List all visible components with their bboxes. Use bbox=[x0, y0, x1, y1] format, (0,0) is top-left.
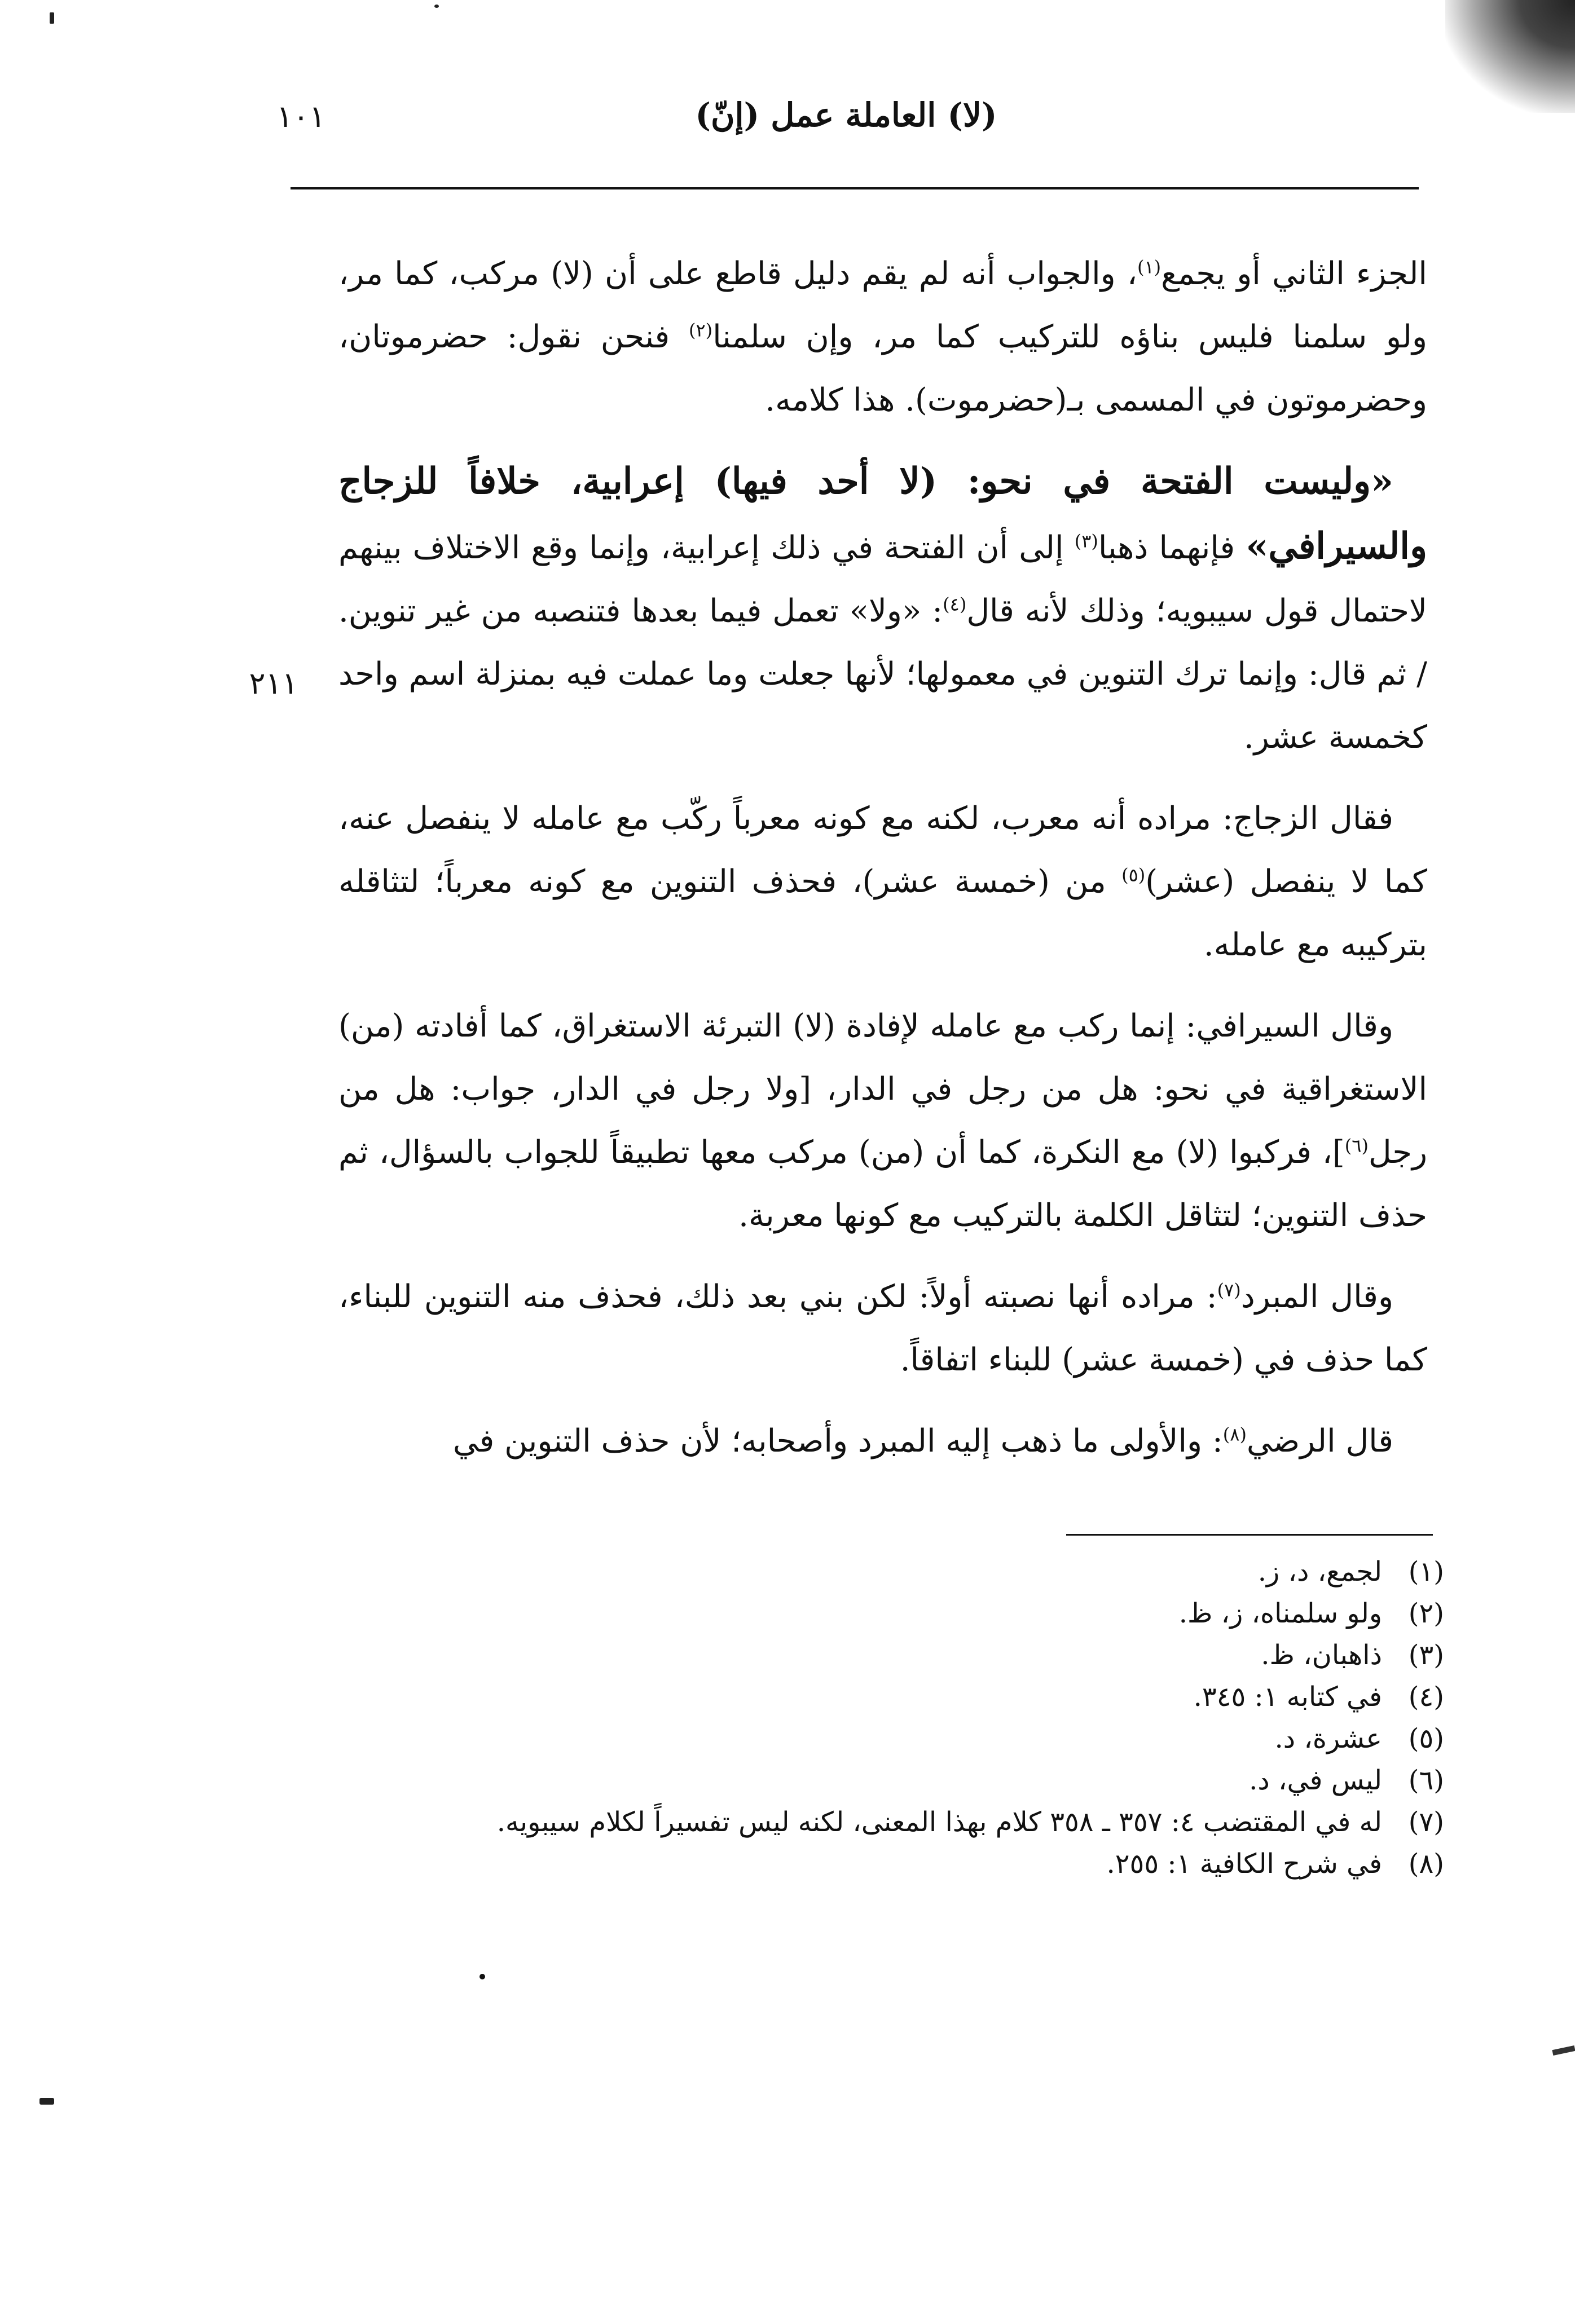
footnote-text: ليس في، د. bbox=[1249, 1765, 1382, 1796]
text-run: وقال المبرد bbox=[1240, 1278, 1393, 1315]
text-run: إلى أن الفتحة في ذلك إعرابية، وإنما وقع الاختلاف بينهم لاحتمال قول سيبويه؛ وذلك لأنه قال bbox=[338, 530, 1427, 629]
scan-edge-mark bbox=[1552, 2045, 1575, 2056]
footnote-number: (٢) bbox=[1408, 1598, 1444, 1629]
text-run: فإنهما ذهبا bbox=[1098, 530, 1235, 566]
footnote-text: ذاهبان، ظ. bbox=[1261, 1639, 1382, 1671]
body-text bbox=[338, 242, 1427, 1491]
footnote-number: (١) bbox=[1408, 1556, 1444, 1587]
footnote-ref: (٦) bbox=[1344, 1135, 1369, 1157]
text-run: قال الرضي bbox=[1246, 1423, 1393, 1459]
text-run: فنحن نقول: حضرموتان، وحضرموتون في المسمى بـ(حضرموت). هذا كلامه. bbox=[338, 319, 1427, 418]
scan-speck bbox=[434, 5, 439, 8]
paragraph bbox=[338, 787, 1427, 977]
text-run: من (خمسة عشر)، فحذف التنوين مع كونه معرباً؛ لتثاقله بتركيبه مع عامله. bbox=[338, 863, 1427, 963]
paragraph bbox=[338, 450, 1427, 769]
scan-speck bbox=[50, 12, 54, 24]
text-run: فقال الزجاج: مراده أنه معرب، لكنه مع كونه معرباً ركّب مع عامله لا ينفصل عنه، كما لا ينفصل (عشر) bbox=[338, 800, 1427, 900]
footnote-ref: (٧) bbox=[1217, 1279, 1241, 1301]
scan-speck bbox=[479, 1974, 485, 1979]
footnote-number: (٧) bbox=[1408, 1806, 1444, 1838]
paragraph bbox=[338, 1410, 1427, 1473]
text-run: : والأولى ما ذهب إليه المبرد وأصحابه؛ لأن حذف التنوين في bbox=[452, 1423, 1223, 1459]
matn-quote: «وليست الفتحة في نحو: (لا أحد فيها) إعرابية، خلافاً للزجاج والسيرافي» bbox=[338, 460, 1427, 567]
footnote-text: عشرة، د. bbox=[1274, 1723, 1382, 1754]
text-run: : «ولا» تعمل فيما بعدها فتنصبه من غير تنوين. / ثم قال: وإنما ترك التنوين في معمولها؛ لأنها جعلت وما عملت فيه بمنزلة اسم واحد كخمسة عشر. bbox=[338, 593, 1427, 756]
manuscript-folio-number: ٢١١ bbox=[249, 665, 298, 701]
text-run: ]، فركبوا (لا) مع النكرة، كما أن (من) مركب معها تطبيقاً للجواب بالسؤال، ثم حذف التنوين؛ لتثاقل الكلمة بالتركيب مع كونها معربة. bbox=[338, 1134, 1427, 1234]
text-run: ، والجواب أنه لم يقم دليل قاطع على أن (لا) مركب، كما مر، ولو سلمنا فليس بناؤه للتركيب كما مر، وإن سلمنا bbox=[338, 255, 1427, 355]
paragraph bbox=[338, 242, 1427, 432]
footnote-text: ولو سلمناه، ز، ظ. bbox=[1178, 1598, 1382, 1629]
footnote bbox=[395, 1676, 1444, 1718]
footnote-number: (٨) bbox=[1408, 1848, 1444, 1880]
footnotes bbox=[395, 1551, 1444, 1885]
footnote-number: (٤) bbox=[1408, 1681, 1444, 1713]
footnote-text: لجمع، د، ز. bbox=[1257, 1556, 1382, 1587]
paragraph bbox=[338, 1265, 1427, 1392]
footnote-rule bbox=[1066, 1534, 1433, 1536]
footnote-text: في كتابه ١: ٣٤٥. bbox=[1193, 1681, 1382, 1713]
footnote bbox=[395, 1718, 1444, 1759]
footnote-ref: (٤) bbox=[943, 593, 967, 615]
text-run: : مراده أنها نصبته أولاً: لكن بني بعد ذلك، فحذف منه التنوين للبناء، كما حذف في (خمسة عشر) للبناء اتفاقاً. bbox=[338, 1278, 1427, 1378]
text-run: وقال السيرافي: إنما ركب مع عامله لإفادة (لا) التبرئة الاستغراق، كما أفادته (من) الاستغراقية في نحو: هل من رجل في الدار، [ولا رجل في الدار، جواب: هل من رجل bbox=[338, 1008, 1428, 1171]
scan-speck bbox=[39, 2098, 54, 2105]
footnote-ref: (١) bbox=[1137, 256, 1162, 278]
footnote-number: (٦) bbox=[1408, 1765, 1444, 1796]
footnote bbox=[395, 1593, 1444, 1634]
footnote bbox=[395, 1801, 1444, 1843]
paragraph bbox=[338, 995, 1427, 1247]
text-run: الجزء الثاني أو يجمع bbox=[1161, 255, 1427, 292]
footnote bbox=[395, 1843, 1444, 1885]
footnote-ref: (٨) bbox=[1222, 1423, 1247, 1445]
scan-shadow bbox=[1445, 0, 1575, 113]
footnote-number: (٥) bbox=[1408, 1723, 1444, 1754]
footnote-ref: (٣) bbox=[1074, 530, 1098, 552]
footnote-number: (٣) bbox=[1408, 1639, 1444, 1671]
footnote-text: له في المقتضب ٤: ٣٥٧ ـ ٣٥٨ كلام بهذا المعنى، لكنه ليس تفسيراً لكلام سيبويه. bbox=[496, 1806, 1382, 1838]
page-number: ١٠١ bbox=[276, 99, 326, 134]
footnote bbox=[395, 1759, 1444, 1801]
header-rule bbox=[291, 187, 1419, 189]
footnote-ref: (٢) bbox=[688, 319, 713, 341]
footnote-ref: (٥) bbox=[1121, 864, 1146, 886]
running-head: (لا) العاملة عمل (إنّ) bbox=[695, 96, 997, 134]
footnote bbox=[395, 1551, 1444, 1593]
footnote-text: في شرح الكافية ١: ٢٥٥. bbox=[1106, 1848, 1382, 1880]
footnote bbox=[395, 1634, 1444, 1676]
